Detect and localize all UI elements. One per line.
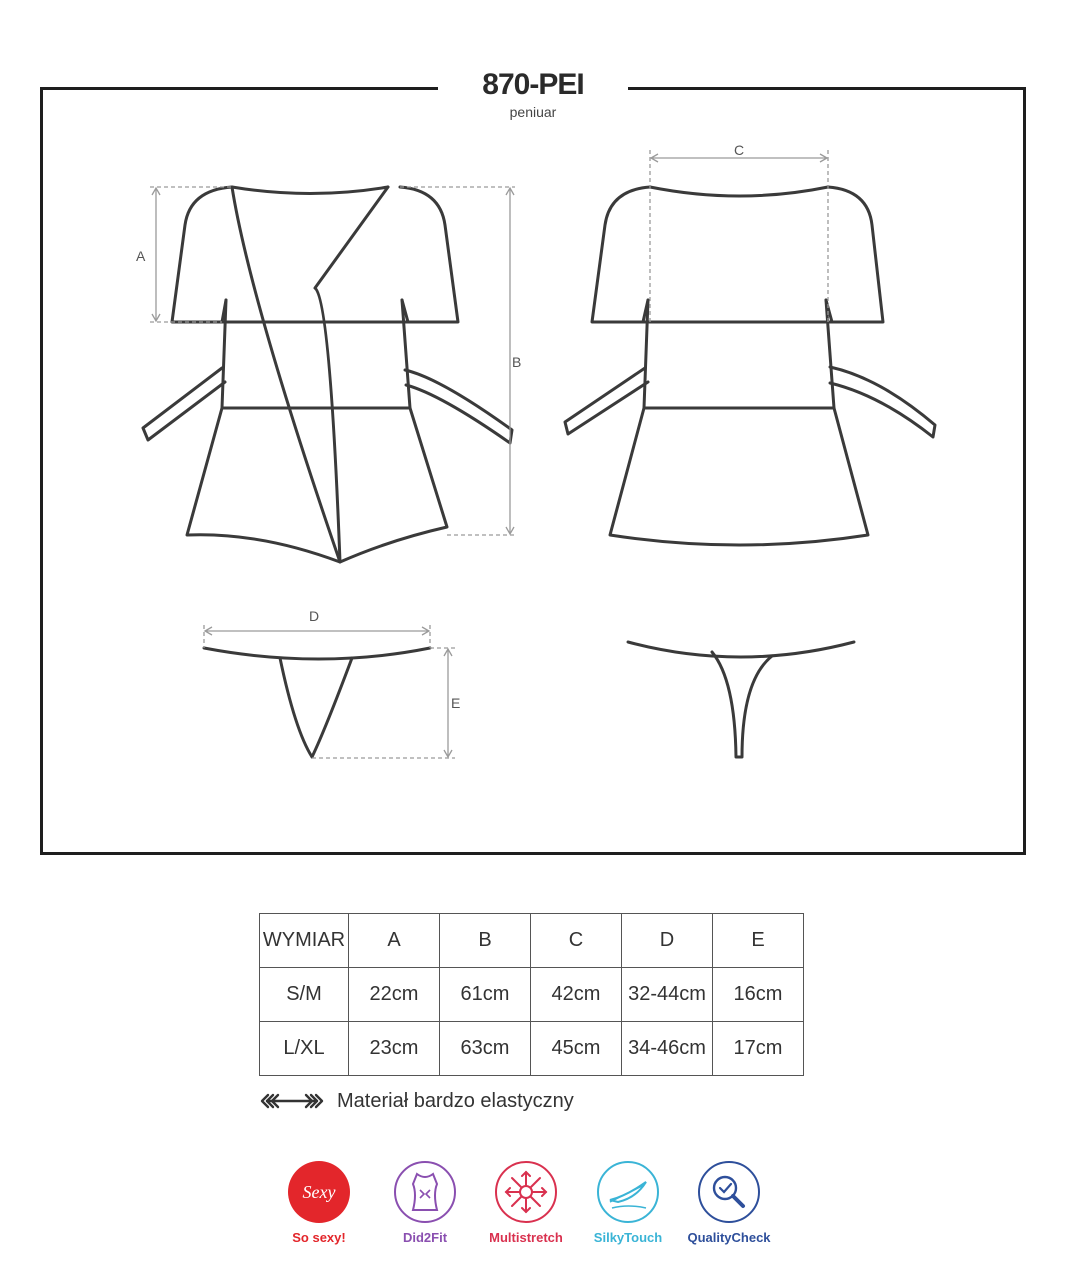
size-table-header-cell: WYMIAR [260, 914, 349, 968]
material-note [259, 1088, 574, 1114]
sexy-logo-text: Sexy [302, 1182, 336, 1202]
size-table-header-cell: B [440, 914, 531, 968]
size-table-cell: 61cm [440, 968, 531, 1022]
magnifier-check-icon [697, 1160, 761, 1224]
robe-back-drawing [565, 187, 935, 545]
size-table-cell: 34-46cm [622, 1022, 713, 1076]
size-table-cell: 23cm [349, 1022, 440, 1076]
material-note-text: Materiał bardzo elastyczny [337, 1089, 574, 1112]
size-table-cell: 17cm [713, 1022, 804, 1076]
dimension-d-label: D [309, 608, 320, 624]
badge-did2fit [370, 1160, 480, 1245]
size-table-cell: 16cm [713, 968, 804, 1022]
dimension-b [400, 187, 515, 535]
thong-front-drawing [204, 648, 430, 757]
size-table-cell: 45cm [531, 1022, 622, 1076]
badge-label: QualityCheck [687, 1230, 771, 1245]
size-table-cell: S/M [260, 968, 349, 1022]
size-table-header-cell: E [713, 914, 804, 968]
badge-label: Multistretch [489, 1230, 563, 1245]
badge-label: So sexy! [292, 1230, 346, 1245]
size-table [259, 913, 804, 1076]
dimension-e-label: E [451, 695, 461, 711]
feature-badges [280, 1160, 790, 1260]
stretch-arrows-icon [494, 1160, 558, 1224]
dimension-a-label: A [136, 248, 146, 264]
dress-fit-icon [393, 1160, 457, 1224]
dimension-c [650, 150, 828, 322]
badge-qualitycheck [674, 1160, 784, 1245]
size-table-cell: 42cm [531, 968, 622, 1022]
dimension-c-label: C [734, 142, 745, 158]
badge-silkytouch [573, 1160, 683, 1245]
badge-label: SilkyTouch [593, 1230, 663, 1245]
size-table-header-row [260, 914, 804, 968]
size-table-cell: 22cm [349, 968, 440, 1022]
size-table-cell: 32-44cm [622, 968, 713, 1022]
size-table-row [260, 968, 804, 1022]
stretch-double-arrow-icon [259, 1093, 325, 1109]
robe-front-drawing [143, 187, 512, 562]
badge-so-sexy [264, 1160, 374, 1245]
size-table-cell: 63cm [440, 1022, 531, 1076]
badge-multistretch [471, 1160, 581, 1245]
feather-icon [596, 1160, 660, 1224]
dimension-b-label: B [512, 354, 522, 370]
badge-label: Did2Fit [402, 1230, 448, 1245]
thong-back-drawing [628, 642, 854, 757]
size-table-cell: L/XL [260, 1022, 349, 1076]
size-table-header-cell: D [622, 914, 713, 968]
model-title: 870-PEI [482, 68, 584, 101]
size-table-header-cell: C [531, 914, 622, 968]
size-table-row [260, 1022, 804, 1076]
dimension-d [204, 625, 430, 648]
model-category: peniuar [509, 104, 557, 120]
size-table-header-cell: A [349, 914, 440, 968]
sexy-logo-icon [287, 1160, 351, 1224]
